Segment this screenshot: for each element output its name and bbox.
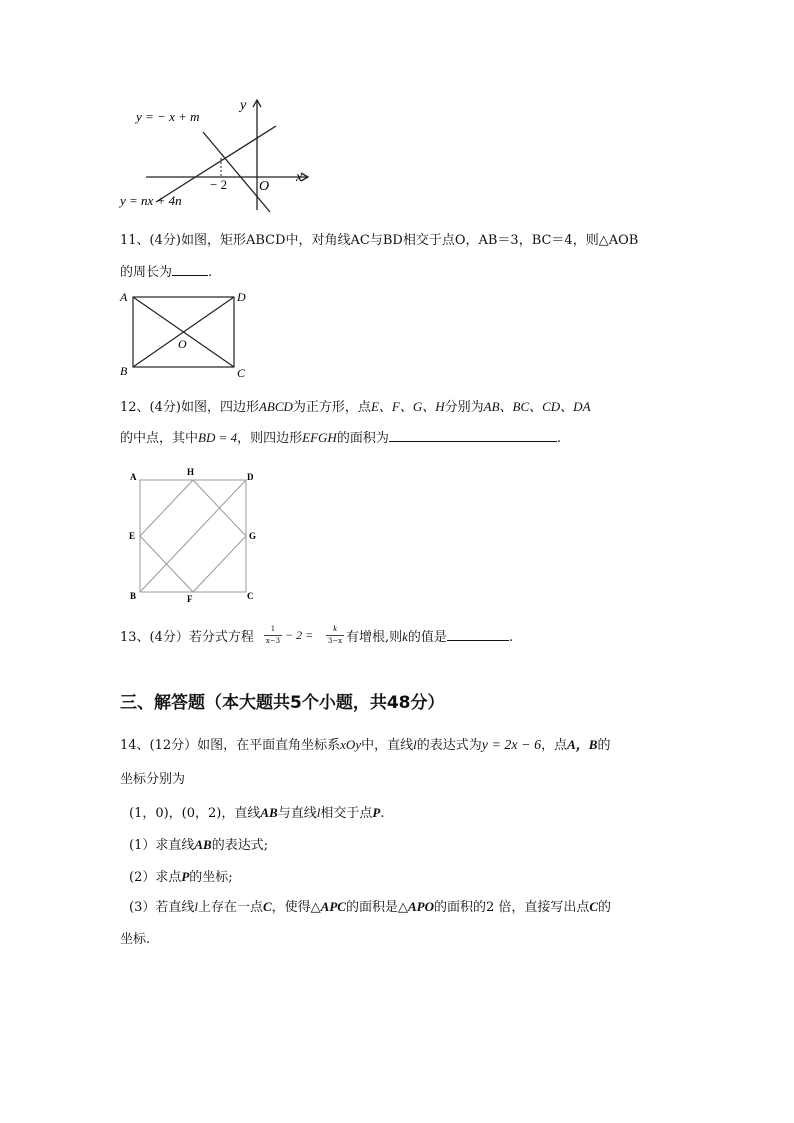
q14-text: 的	[598, 900, 612, 915]
q13-text-1: 有增根,则	[346, 630, 403, 645]
fraction-1-numerator: 1	[270, 625, 276, 633]
q14-text: .	[380, 806, 385, 821]
q13-period: .	[508, 630, 514, 645]
q12-text-5: ，则四边形	[237, 431, 303, 446]
label-o: O	[178, 337, 187, 351]
q14-text: ，点	[541, 738, 568, 753]
label-c: C	[247, 591, 254, 601]
fraction-1-denominator: x−3	[265, 637, 281, 645]
label-f: F	[187, 594, 193, 604]
label-d: D	[247, 472, 254, 482]
q14-math: C	[262, 899, 272, 914]
rectangle-figure	[116, 287, 256, 379]
fraction-2-numerator: k	[333, 624, 337, 633]
q11-line1: 11、(4分)如图，矩形ABCD中，对角线AC与BD相交于点O，AB＝3，BC＝4，则△AOB	[120, 233, 639, 248]
fraction-2	[324, 624, 346, 646]
y-axis-label: y	[240, 98, 247, 113]
q14-text: 的表达式;	[211, 838, 269, 853]
origin-label: O	[259, 179, 270, 194]
q12-text-1: 12、(4分)如图，四边形	[120, 400, 259, 415]
label-a: A	[120, 290, 128, 304]
q12-text-4: 的中点，其中	[120, 431, 199, 446]
q12-math-1: ABCD	[258, 399, 293, 414]
x-axis-label: x	[296, 170, 303, 185]
q12-text-6: 的面积为	[336, 431, 389, 446]
q14-text: (2）求点	[129, 870, 182, 885]
q14-text: (1）求直线	[129, 838, 195, 853]
q14-math: AB	[194, 837, 212, 852]
q14-text: 的表达式为	[416, 738, 482, 753]
q14-line1	[120, 734, 610, 754]
eq-label-1: y = − x + m	[136, 109, 200, 124]
tick-label: − 2	[210, 177, 228, 192]
q14-math: l	[413, 737, 417, 752]
q12-math-5: EFGH	[302, 430, 337, 445]
label-a: A	[130, 472, 137, 482]
fraction-2-denominator: 3−x	[327, 637, 343, 645]
q14-sub3	[129, 896, 611, 915]
q11-period: .	[208, 265, 213, 280]
label-c: C	[237, 366, 246, 379]
q14-text: 14、(12分）如图，在平面直角坐标系	[120, 738, 341, 753]
q14-math: P	[372, 805, 381, 820]
q14-math: xOy	[340, 737, 362, 752]
q12-math-3: AB、BC、CD、DA	[483, 399, 591, 414]
q14-text: (3）若直线	[129, 900, 195, 915]
eq-label-2: y = nx + 4n	[120, 193, 182, 208]
label-b: B	[130, 591, 137, 601]
label-d: D	[237, 290, 246, 304]
line-neg-x-plus-m	[203, 132, 270, 212]
q14-math: l	[194, 899, 198, 914]
q14-math: l	[316, 805, 321, 820]
q13-suffix	[346, 626, 513, 645]
q14-text: 的坐标;	[189, 870, 233, 885]
square-figure	[124, 465, 264, 605]
q13-prefix: 13、(4分）若分式方程	[120, 630, 254, 645]
q12-line2	[120, 427, 561, 446]
section-3-heading: 三、解答题（本大题共5个小题，共48分）	[120, 693, 445, 713]
label-h: H	[187, 467, 195, 477]
q13-equation	[262, 624, 346, 664]
q14-line2: 坐标分别为	[120, 772, 186, 787]
q14-text: ，使得△	[271, 900, 321, 915]
fraction-1	[262, 624, 284, 646]
q11-text: 的周长为	[120, 265, 173, 280]
q14-sub2	[129, 866, 233, 885]
q13-text-2: 的值是	[407, 630, 447, 645]
q14-text: 的面积是△	[345, 900, 408, 915]
q12-text-3: 分别为	[444, 400, 484, 415]
q12-text-2: 为正方形，点	[292, 400, 371, 415]
q14-math: A，B	[567, 737, 598, 752]
q13-answer-blank[interactable]	[447, 628, 509, 641]
q14-math: AB	[260, 805, 278, 820]
q14-sub1	[129, 834, 268, 853]
q14-text: (1，0)，(0，2)，直线	[129, 806, 261, 821]
q13-k: k	[402, 629, 408, 644]
q14-text: 相交于点	[320, 806, 373, 821]
q12-period: .	[556, 431, 561, 446]
q11-answer-blank[interactable]	[172, 263, 208, 276]
diagonal-bd	[140, 480, 246, 592]
q14-math: P	[181, 869, 190, 884]
q11-line2	[120, 261, 212, 280]
q14-math: APC	[320, 899, 346, 914]
label-e: E	[129, 531, 136, 541]
q14-math: C	[589, 899, 599, 914]
q14-text: 的面积的2 倍，直接写出点	[433, 900, 590, 915]
q12-math-2: E、F、G、H	[370, 399, 445, 414]
q14-text: 与直线	[277, 806, 317, 821]
q14-last-line: 坐标.	[120, 932, 151, 947]
q14-math: APO	[407, 899, 434, 914]
q12-math-4: BD = 4	[198, 430, 238, 445]
q12-answer-blank[interactable]	[389, 429, 557, 442]
q14-line3	[129, 802, 384, 821]
q14-text: 中，直线	[361, 738, 414, 753]
q14-text: 的	[597, 738, 611, 753]
linear-functions-graph	[118, 92, 318, 217]
q14-text: 上存在一点	[197, 900, 263, 915]
label-g: G	[249, 531, 257, 541]
q12-line1	[120, 396, 591, 415]
q14-equation: y = 2x − 6	[481, 738, 542, 753]
q13-minus-two-equals: − 2 =	[285, 628, 314, 642]
label-b: B	[120, 364, 128, 378]
